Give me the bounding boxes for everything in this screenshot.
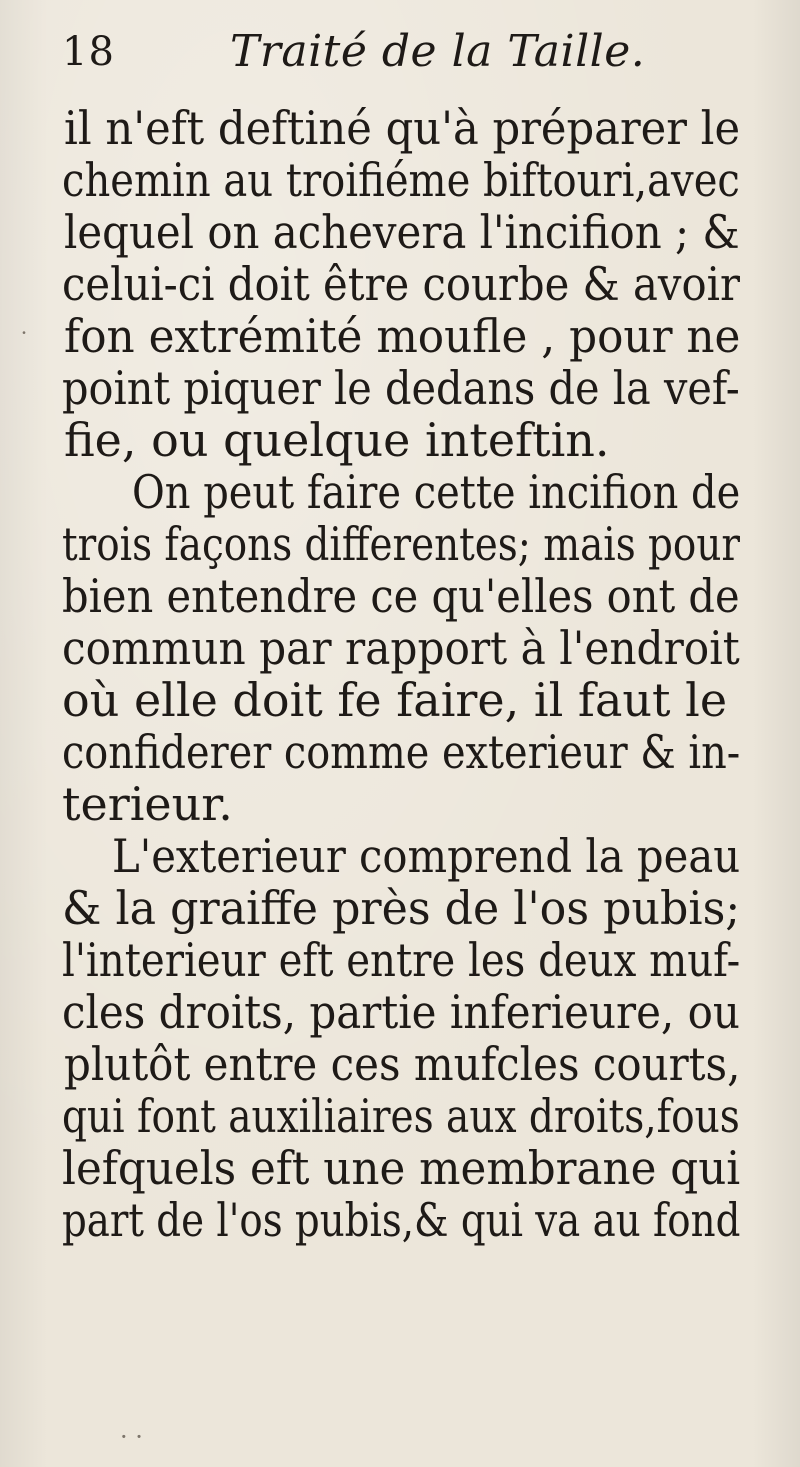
text-line: fie, ou quelque inteftin.: [64, 413, 610, 467]
text-line: fon extrémité moufle , pour ne: [64, 309, 741, 363]
text-line: confiderer comme exterieur & in-: [62, 725, 741, 779]
text-line: qui font auxiliaires aux droits,fous: [62, 1089, 740, 1143]
page-number: 18: [62, 29, 115, 75]
text-line: trois façons differentes; mais pour: [62, 517, 740, 571]
text-line: part de l'os pubis,& qui va au fond: [62, 1193, 741, 1247]
text-line: commun par rapport à l'endroit: [62, 621, 740, 675]
text-line: lequel on achevera l'incifion ; &: [64, 205, 740, 259]
text-line: plutôt entre ces mufcles courts,: [64, 1037, 741, 1091]
paragraph-start-line: On peut faire cette incifion de: [132, 465, 741, 519]
running-title: Traité de la Taille.: [230, 26, 646, 77]
text-line: point piquer le dedans de la vef-: [62, 361, 740, 415]
text-line: l'interieur eft entre les deux muf-: [62, 933, 741, 987]
text-line: & la graiffe près de l'os pubis;: [62, 881, 741, 935]
text-line: bien entendre ce qu'elles ont de: [62, 569, 740, 623]
text-line: cles droits, partie inferieure, ou: [62, 985, 740, 1039]
text-line: terieur.: [62, 777, 233, 831]
text-line: lefquels eft une membrane qui: [62, 1141, 741, 1195]
paragraph-start-line: L'exterieur comprend la peau: [112, 829, 741, 883]
text-line: il n'eft deftiné qu'à préparer le: [64, 101, 741, 155]
text-line: celui-ci doit être courbe & avoir: [62, 257, 740, 311]
ink-speck: · ·: [120, 1423, 143, 1451]
page-header: [62, 22, 702, 82]
text-line: chemin au troifiéme biftouri,avec: [62, 153, 740, 207]
text-line: où elle doit fe faire, il faut le: [62, 673, 728, 727]
ink-speck: ˙: [18, 328, 30, 356]
